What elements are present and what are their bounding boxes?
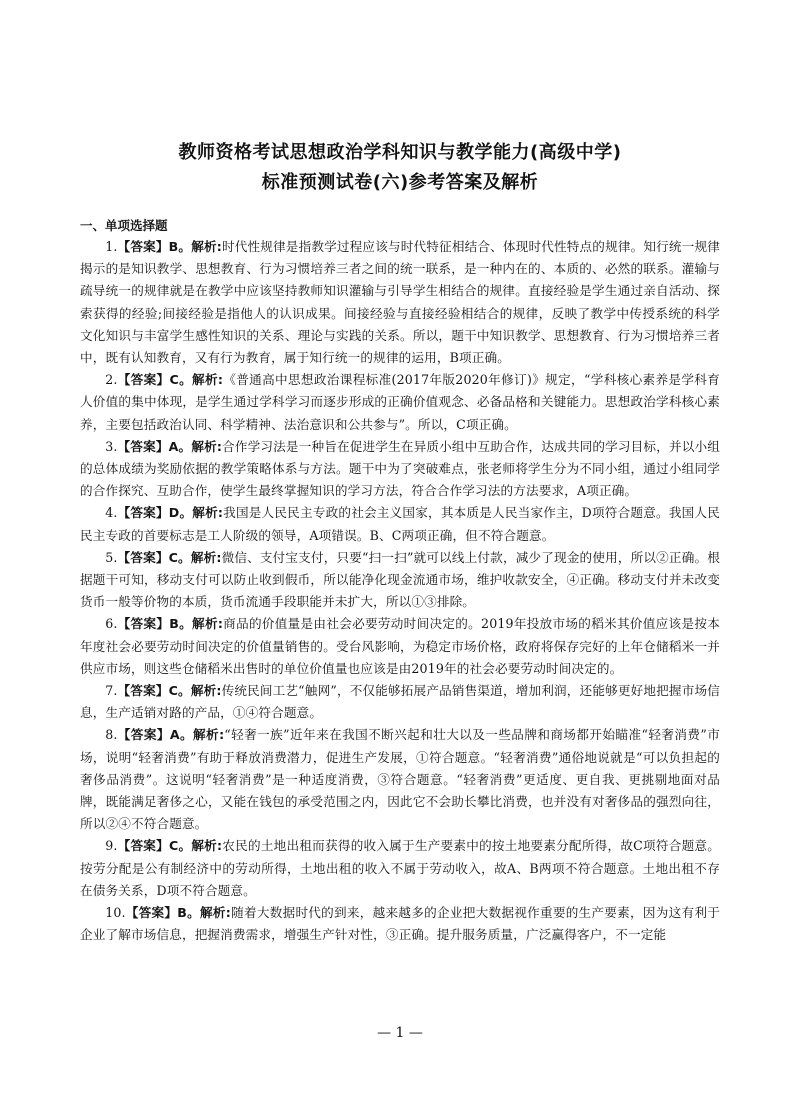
answer-choice: D。 [168,505,193,521]
question-number: 9. [105,838,118,854]
question-number: 3. [105,438,118,454]
section-heading: 一、单项选择题 [80,218,168,233]
question-number: 2. [105,372,118,388]
answer-choice: C。 [169,372,193,388]
answer-choice: A。 [169,727,194,743]
answer-item [80,436,720,503]
answer-choice: C。 [168,549,191,565]
answer-label: 【答案】 [117,838,169,854]
question-number: 6. [105,616,118,632]
answer-choice: C。 [168,838,192,854]
analysis-text: 随着大数据时代的到来，越来越多的企业把大数据视作重要的生产要素，因为这有利于企业了解市场信息，把握消费需求，增强生产针对性，③正确。提升服务质量，广泛赢得客户，不一定能 [80,905,720,943]
answer-choice: B。 [168,239,192,254]
answer-item [80,680,720,724]
analysis-text: 商品的价值量是由社会必要劳动时间决定的。2019年投放市场的稻米其价值应该是按本年度社会必要劳动时间决定的价值量销售的。受台风影响，为稳定市场价格，政府将保存完好的上年仓储稻米一并供应市场，则这些仓储稻米出售时的单位价值量也应该是由2019年的社会必要劳动时间决定的。 [80,616,720,676]
analysis-label: 解析: [192,505,224,521]
question-number: 7. [105,683,118,699]
document-subtitle: 标准预测试卷(六)参考答案及解析 [261,172,539,193]
analysis-label: 解析: [192,372,224,388]
analysis-text: 合作学习法是一种旨在促进学生在异质小组中互助合作，达成共同的学习目标，并以小组的总体成绩为奖励依据的教学策略体系与方法。题干中为了突破难点，张老师将学生分为不同小组，通过小组同学的合作探究、互助合作，使学生最终掌握知识的学习方法，符合合作学习法的方法要求，A项正确。 [80,438,721,499]
answer-item [80,613,720,680]
answer-choice: A。 [168,438,192,454]
answer-label: 【答案】 [117,616,170,632]
answer-label: 【答案】 [117,549,169,565]
page-number: — 1 — [377,1025,423,1041]
analysis-label: 解析: [193,727,225,743]
answer-label: 【答案】 [117,372,170,388]
question-number: 10. [105,905,126,921]
document-title: 教师资格考试思想政治学科知识与教学能力(高级中学) [178,142,622,163]
analysis-label: 解析: [200,905,231,921]
analysis-text: 我国是人民民主专政的社会主义国家，其本质是人民当家作主，D项符合题意。我国人民民主专政的首要标志是工人阶级的领导，A项错误。B、C两项正确，但不符合题意。 [80,505,720,543]
answer-label: 【答案】 [117,505,169,521]
question-number: 8. [105,727,118,743]
analysis-label: 解析: [190,683,222,699]
analysis-label: 解析: [192,616,224,632]
analysis-text: “轻奢一族”近年来在我国不断兴起和壮大以及一些品牌和商场都开始瞄准“轻奢消费”市场，说明“轻奢消费”有助于释放消费潜力，促进生产发展，①符合题意。“轻奢消费”通俗地说就是“可以负担起的奢侈品消费”。这说明“轻奢消费”是一种适度消费，③符合题意。“轻奢消费”更适度、更自我、更挑剔地面对品牌，既能满足奢侈之心，又能在钱包的承受范围之内，因此它不会助长攀比消费，也并没有对奢侈品的强烈向往，所以②④不符合题意。 [80,727,720,832]
analysis-text: 农民的土地出租而获得的收入属于生产要素中的按土地要素分配所得，故C项符合题意。按劳分配是公有制经济中的劳动所得，土地出租的收入不属于劳动收入，故A、B两项不符合题意。土地出租不存在债务关系，D项不符合题意。 [80,838,720,898]
answer-label: 【答案】 [117,438,169,454]
analysis-label: 解析: [191,838,223,854]
question-number: 1. [105,239,118,254]
answer-choice: C。 [168,683,191,699]
question-number: 4. [105,505,118,521]
answer-item [80,236,720,369]
analysis-label: 解析: [191,239,222,254]
answer-choice: B。 [177,905,201,921]
answer-label: 【答案】 [125,905,178,921]
analysis-text: 微信、支付宝支付，只要“扫一扫”就可以线上付款，减少了现金的使用，所以②正确。根据题干可知，移动支付可以防止收到假币，所以能净化现金流通市场，维护收款安全，④正确。移动支付并未改变货币一般等价物的本质，货币流通手段职能并未扩大，所以①③排除。 [80,549,720,610]
answer-label: 【答案】 [117,239,169,254]
answer-item [80,835,720,902]
answer-item [80,547,720,614]
analysis-label: 解析: [191,438,223,454]
analysis-label: 解析: [190,549,222,565]
analysis-text: 《普通高中思想政治课程标准(2017年版2020年修订)》规定，“学科核心素养是学科育人价值的集中体现，是学生通过学科学习而逐步形成的正确价值观念、必备品格和关键能力。思想政治学科核心素养，主要包括政治认同、科学精神、法治意识和公共参与”。所以，C项正确。 [80,372,720,432]
analysis-text: 时代性规律是指教学过程应该与时代特征相结合、体现时代性特点的规律。知行统一规律揭示的是知识教学、思想教育、行为习惯培养三者之间的统一联系，是一种内在的、本质的、必然的联系。灌输与疏导统一的规律就是在教学中应该坚持教师知识灌输与引导学生相结合的规律。直接经验是学生通过亲自活动、探索获得的经验;间接经验是指他人的认识成果。间接经验与直接经验相结合的规律，反映了教学中传授系统的科学文化知识与丰富学生感性知识的关系、理论与实践的关系。所以，题干中知识教学、思想教育、行为习惯培养三者中，既有认知教育，又有行为教育，属于知行统一的规律的运用，B项正确。 [80,239,720,366]
answer-choice: B。 [169,616,193,632]
answer-item [80,369,720,436]
answer-list [80,236,720,947]
answer-item [80,502,720,546]
answer-label: 【答案】 [117,727,170,743]
answer-item [80,724,720,835]
question-number: 5. [105,549,118,565]
answer-item [80,902,720,946]
analysis-text: 传统民间工艺“触网”，不仅能够拓展产品销售渠道，增加利润，还能够更好地把握市场信息，生产适销对路的产品，①④符合题意。 [80,683,720,721]
answer-label: 【答案】 [117,683,169,699]
